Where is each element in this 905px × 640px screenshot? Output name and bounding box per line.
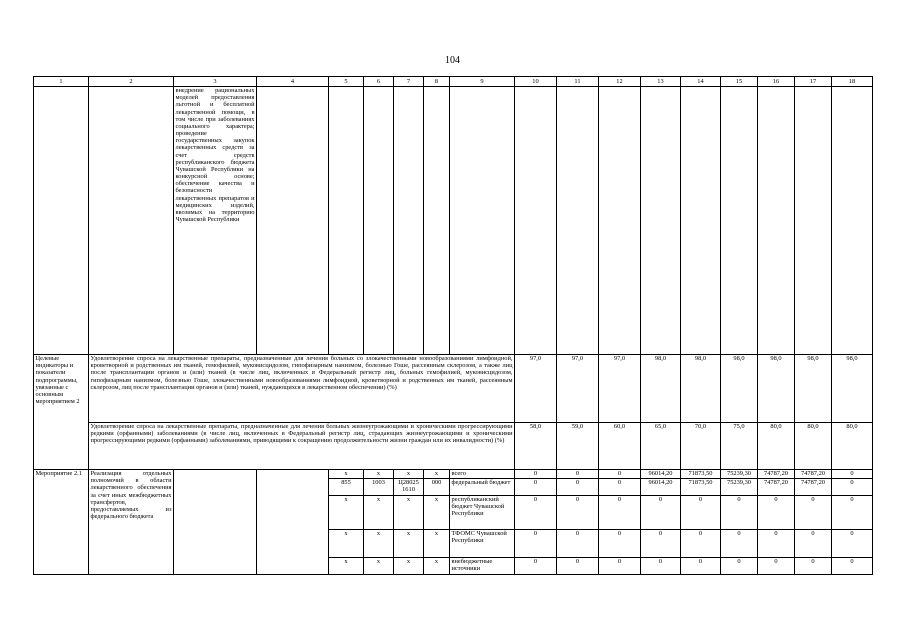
code-cell: Ц28025 1610 <box>394 479 424 496</box>
funding-value: 71873,50 <box>681 470 721 479</box>
funding-value: 75239,30 <box>721 470 758 479</box>
funding-value: 0 <box>721 496 758 530</box>
indicator-value: 98,0 <box>832 355 873 423</box>
code-cell: x <box>394 496 424 530</box>
header-cell: 7 <box>394 77 424 87</box>
funding-value: 0 <box>832 479 873 496</box>
header-cell: 15 <box>721 77 758 87</box>
funding-value: 0 <box>515 470 557 479</box>
code-cell: x <box>329 530 364 558</box>
header-cell: 3 <box>174 77 257 87</box>
funding-value: 74787,20 <box>758 479 795 496</box>
indicator-value: 97,0 <box>515 355 557 423</box>
funding-value: 0 <box>641 558 681 575</box>
code-cell: 855 <box>329 479 364 496</box>
funding-value: 0 <box>832 470 873 479</box>
header-cell: 16 <box>758 77 795 87</box>
header-cell: 18 <box>832 77 873 87</box>
code-cell: x <box>394 530 424 558</box>
funding-value: 0 <box>758 558 795 575</box>
indicator-value: 65,0 <box>641 423 681 470</box>
code-cell: x <box>394 558 424 575</box>
indicator-value: 98,0 <box>641 355 681 423</box>
page-number: 104 <box>445 55 460 66</box>
indicator-text: Удовлетворение спроса на лекарственные препараты, предназначенные для лечения больных со злокачественными новообразованиями лимфоидной, кроветворной и родственных им тканей, гемофилией, муковисцидозом, гипофизарным нанизмом, болезнью Гоше, рассеянным склерозом, а также лиц после трансплантации органов и (или) тканей (в числе лиц, включенных в Федеральный регистр лиц, больных гемофилией, муковисцидозом, гипофизарным нанизмом, болезнью Гоше, злокачественными новообразованиями лимфоидной, кроветворной и родственных им тканей, рассеянным склерозом, лиц после трансплантации органов и (или) тканей, нуждающихся в лекарственном обеспечении) (%) <box>89 355 515 423</box>
funding-value: 0 <box>557 496 599 530</box>
code-cell: x <box>329 558 364 575</box>
indicator-value: 70,0 <box>681 423 721 470</box>
funding-value: 74787,20 <box>795 470 832 479</box>
header-cell: 8 <box>424 77 450 87</box>
funding-value: 0 <box>557 470 599 479</box>
funding-value: 0 <box>641 530 681 558</box>
indicator-row <box>34 355 873 423</box>
funding-value: 0 <box>832 530 873 558</box>
funding-value: 0 <box>795 530 832 558</box>
funding-value: 0 <box>758 530 795 558</box>
funding-value: 0 <box>557 558 599 575</box>
header-cell: 10 <box>515 77 557 87</box>
funding-source: федеральный бюджет <box>450 479 515 496</box>
funding-value: 0 <box>515 530 557 558</box>
header-cell: 11 <box>557 77 599 87</box>
funding-value: 71873,50 <box>681 479 721 496</box>
code-cell: x <box>424 496 450 530</box>
funding-value: 0 <box>758 496 795 530</box>
code-cell: x <box>394 470 424 479</box>
indicator-value: 80,0 <box>795 423 832 470</box>
funding-value: 0 <box>795 558 832 575</box>
funding-value: 0 <box>599 558 641 575</box>
indicator-value: 60,0 <box>599 423 641 470</box>
code-cell: 000 <box>424 479 450 496</box>
funding-source: всего <box>450 470 515 479</box>
funding-value: 96014,20 <box>641 470 681 479</box>
header-cell: 6 <box>364 77 394 87</box>
code-cell: x <box>424 558 450 575</box>
indicator-value: 59,0 <box>557 423 599 470</box>
indicator-text: Удовлетворение спроса на лекарственные препараты, предназначенные для лечения больных жизнеугрожающими и хроническими прогрессирующими редкими (орфанными) заболеваниями (в числе лиц, включенных в Федеральный регистр лиц, страдающих жизнеугрожающими и хроническими прогрессирующими редкими (орфанными) заболеваниями, приводящими к сокращению продолжительности жизни граждан или их инвалидности) (%) <box>89 423 515 470</box>
funding-value: 74787,20 <box>758 470 795 479</box>
task-description: внедрение рациональных моделей предоставления льготной и бесплатной лекарственной помощи, в том числе при заболеваниях социального характера; проведение государственных закупок лекарственных средств за счет средств республиканского бюджета Чувашской Республики на конкурсной основе; обеспечение качества и безопасности лекарственных препаратов и медицинских изделий, ввозимых на территорию Чувашской Республики <box>174 87 257 355</box>
indicator-value: 80,0 <box>758 423 795 470</box>
code-cell: 1003 <box>364 479 394 496</box>
code-cell: x <box>364 530 394 558</box>
indicator-value: 98,0 <box>681 355 721 423</box>
header-cell: 2 <box>89 77 174 87</box>
header-cell: 13 <box>641 77 681 87</box>
code-cell: x <box>424 470 450 479</box>
funding-value: 0 <box>599 479 641 496</box>
header-cell: 1 <box>34 77 89 87</box>
funding-value: 0 <box>599 470 641 479</box>
indicator-value: 97,0 <box>557 355 599 423</box>
funding-value: 0 <box>832 496 873 530</box>
program-table <box>33 76 873 575</box>
funding-value: 0 <box>599 496 641 530</box>
header-cell: 5 <box>329 77 364 87</box>
measure-label: Мероприятие 2.1 <box>34 470 89 575</box>
funding-value: 0 <box>721 558 758 575</box>
funding-value: 74787,20 <box>795 479 832 496</box>
funding-value: 0 <box>641 496 681 530</box>
funding-value: 0 <box>515 558 557 575</box>
funding-value: 0 <box>832 558 873 575</box>
funding-value: 0 <box>515 479 557 496</box>
header-row <box>34 77 873 87</box>
funding-value: 0 <box>599 530 641 558</box>
funding-source: внебюджетные источники <box>450 558 515 575</box>
code-cell: x <box>424 530 450 558</box>
code-cell: x <box>329 496 364 530</box>
header-cell: 4 <box>257 77 329 87</box>
funding-value: 0 <box>721 530 758 558</box>
indicator-value: 97,0 <box>599 355 641 423</box>
funding-value: 0 <box>795 496 832 530</box>
indicator-value: 98,0 <box>795 355 832 423</box>
indicator-value: 98,0 <box>758 355 795 423</box>
measure-row <box>34 470 873 479</box>
funding-value: 0 <box>557 530 599 558</box>
funding-value: 75239,30 <box>721 479 758 496</box>
code-cell: x <box>329 470 364 479</box>
measure-text: Реализация отдельных полномочий в области лекарственного обеспечения за счет иных межбюджетных трансфертов, предоставляемых из федерального бюджета <box>89 470 174 575</box>
header-cell: 12 <box>599 77 641 87</box>
code-cell: x <box>364 470 394 479</box>
code-cell: x <box>364 496 394 530</box>
funding-value: 0 <box>515 496 557 530</box>
funding-value: 0 <box>681 496 721 530</box>
continuation-row <box>34 87 873 355</box>
funding-value: 0 <box>681 558 721 575</box>
header-cell: 17 <box>795 77 832 87</box>
code-cell: x <box>364 558 394 575</box>
funding-source: ТФОМС Чувашской Республики <box>450 530 515 558</box>
funding-source: республиканский бюджет Чувашской Республики <box>450 496 515 530</box>
indicator-row <box>34 423 873 470</box>
indicator-value: 75,0 <box>721 423 758 470</box>
indicator-value: 80,0 <box>832 423 873 470</box>
funding-value: 96014,20 <box>641 479 681 496</box>
funding-value: 0 <box>681 530 721 558</box>
funding-value: 0 <box>557 479 599 496</box>
indicator-value: 98,0 <box>721 355 758 423</box>
indicators-label: Целевые индикаторы и показатели подпрограммы, увязанные с основным мероприятием 2 <box>34 355 89 470</box>
indicator-value: 58,0 <box>515 423 557 470</box>
header-cell: 9 <box>450 77 515 87</box>
header-cell: 14 <box>681 77 721 87</box>
